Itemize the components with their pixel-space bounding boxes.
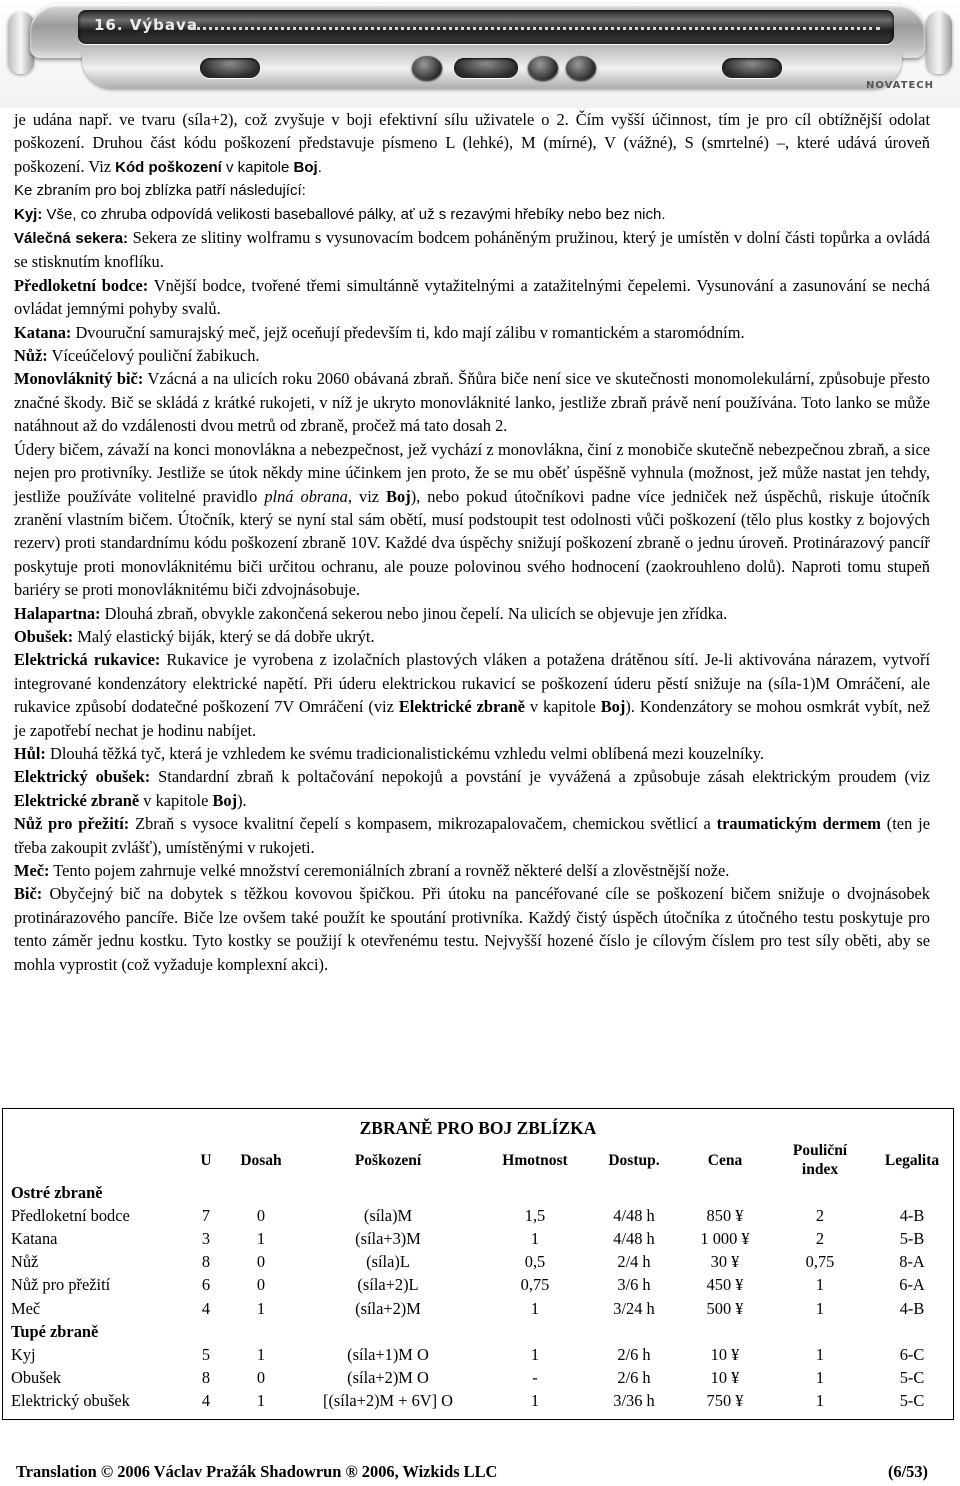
text: ). bbox=[237, 790, 247, 810]
entry-title: Předloketní bodce: bbox=[14, 275, 149, 295]
col-header: Hmotnost bbox=[502, 1151, 568, 1169]
title-dots bbox=[190, 27, 880, 30]
entry-title: Monovláknitý bič: bbox=[14, 369, 144, 389]
ref-bold: Elektrické zbraně bbox=[398, 697, 525, 717]
entry-bic bbox=[14, 882, 930, 976]
weapon-name: Kyj bbox=[11, 1344, 36, 1364]
table-cell: 1 bbox=[530, 1391, 540, 1411]
table-cell: 4-B bbox=[899, 1205, 925, 1225]
right-wing bbox=[926, 12, 952, 74]
ref-bold: Boj bbox=[293, 158, 318, 176]
entry-text: Dlouhá těžká tyč, která je vzhledem ke svému tradicionalistickému vzhledu velmi oblíbená mezi kouzelníky. bbox=[45, 743, 764, 763]
table-cell: 1 bbox=[256, 1228, 266, 1248]
entry-monobic bbox=[14, 367, 930, 437]
entry-title: Bič: bbox=[14, 884, 43, 904]
table-cell: 750 ¥ bbox=[706, 1391, 744, 1411]
table-cell: 0 bbox=[256, 1252, 266, 1272]
table-cell: 6-A bbox=[899, 1275, 925, 1295]
col-header: Pouliční index bbox=[792, 1142, 848, 1178]
ref-bold: Boj bbox=[212, 790, 238, 810]
table-cell: 10 ¥ bbox=[710, 1368, 740, 1388]
table-header-row bbox=[3, 1139, 953, 1181]
entry-title: Elektrická rukavice: bbox=[14, 650, 161, 670]
text: (ten je třeba zakoupit zvlášť), umístěnými v rukojeti. bbox=[14, 814, 930, 857]
device-control-panel bbox=[82, 52, 902, 88]
control-pill-left bbox=[200, 58, 260, 78]
table-cell: 5-C bbox=[899, 1368, 925, 1388]
entry-kyj bbox=[14, 203, 930, 226]
table-cell: 0 bbox=[256, 1368, 266, 1388]
table-cell: 2/6 h bbox=[617, 1368, 651, 1388]
text: Údery bičem, závaží na konci monovlákna a nebezpečnost, jež vychází z monovlákna, činí z monobiče skutečně nebezpečnou zbraň, a sice nejen pro protivníky. Jestliže se útok někdy mine účinkem jen proto, že se mu oběť úspěšně vyhnula (možnost, jež může nastat jen tehdy, jestliže používáte volitelné pravidlo bbox=[14, 439, 930, 506]
weapon-name: Meč bbox=[11, 1298, 41, 1318]
weapon-name: Nůž pro přežití bbox=[11, 1275, 111, 1295]
control-pill-right bbox=[722, 58, 782, 78]
entry-title: Obušek: bbox=[14, 626, 74, 646]
table-row bbox=[3, 1227, 953, 1250]
entry-title: Meč: bbox=[14, 861, 50, 880]
entry-title: Nůž: bbox=[14, 346, 48, 366]
entry-text: Vzácná a na ulicích roku 2060 obávaná zbraň. Šňůra biče není sice ve skutečnosti monomolekulární, způsobuje přesto značné škody. Bič se skládá z krátké rukojeti, v níž je ukryto monovláknité lanko, jestliže zbraň právě není používána. Toto lanko se může natáhnout až do vzdálenosti dvou metrů od zbraně, pročež má tato dosah 2. bbox=[14, 369, 930, 436]
table-cell: 3/6 h bbox=[617, 1275, 651, 1295]
weapon-name: Nůž bbox=[11, 1252, 39, 1272]
col-header: Legalita bbox=[884, 1151, 940, 1169]
entry-title: Halapartna: bbox=[14, 603, 101, 623]
paragraph-lead: Ke zbraním pro boj zblízka patří následující: bbox=[14, 182, 306, 200]
entry-text: Rukavice je vyrobena z izolačních plastových vláken a potažena drátěnou sítí. Je-li aktivována nárazem, vytvoří integrované kondenzátory elektrické napětí. Při úderu elektrickou rukavicí se poškození úderu pěstí snižuje na (síla-1)M Omráčení, ale rukavice způsobí dodatečné poškození 7V Omráčení (viz bbox=[14, 650, 931, 717]
table-row bbox=[3, 1204, 953, 1227]
entry-text: Víceúčelový pouliční žabikuch. bbox=[47, 346, 260, 366]
table-cell: 1 bbox=[815, 1391, 825, 1411]
table-cell: 5 bbox=[201, 1344, 211, 1364]
entry-text: Vše, co zhruba odpovídá velikosti baseballové pálky, ať už s rezavými hřebíky nebo bez nich. bbox=[42, 205, 666, 223]
table-title: ZBRANĚ PRO BOJ ZBLÍZKA bbox=[359, 1117, 597, 1138]
entry-text: Dvouruční samurajský meč, jejž oceňují především ti, kdo mají zálibu v romantickém a staromódním. bbox=[71, 322, 745, 342]
text: v kapitole bbox=[524, 697, 601, 717]
entry-text: Dlouhá zbraň, obvykle zakončená sekerou nebo jinou čepelí. Na ulicích se objevuje jen zřídka. bbox=[100, 603, 728, 623]
control-knob-3 bbox=[566, 56, 596, 80]
table-cell: 8 bbox=[201, 1368, 211, 1388]
text: v kapitole bbox=[221, 158, 294, 176]
table-cell: 4/48 h bbox=[613, 1228, 655, 1248]
col-header: Cena bbox=[707, 1151, 743, 1169]
entry-text: Malý elastický biják, který se dá dobře ukrýt. bbox=[73, 626, 375, 646]
control-knob-1 bbox=[412, 56, 442, 80]
entry-sekera bbox=[14, 226, 930, 274]
table-cell: 6-C bbox=[899, 1344, 925, 1364]
table-cell: 1 bbox=[530, 1344, 540, 1364]
table-cell: 5-B bbox=[899, 1228, 925, 1248]
table-cell: 850 ¥ bbox=[706, 1205, 744, 1225]
ref-bold: traumatickým dermem bbox=[716, 814, 881, 834]
table-cell: 1 bbox=[256, 1298, 266, 1318]
entry-bodce bbox=[14, 274, 930, 321]
table-cell: 0,5 bbox=[524, 1252, 546, 1272]
weapon-name: Katana bbox=[11, 1228, 58, 1248]
entry-title: Hůl: bbox=[14, 743, 46, 763]
entry-text: Vnější bodce, tvořené třemi simultánně vytažitelnými a zatažitelnými čepelemi. Vysunování a zasunování se nechá ovládat jemnými pohyby svalů. bbox=[14, 275, 930, 319]
page-number: (6/53) bbox=[887, 1462, 928, 1481]
table-cell: 1,5 bbox=[524, 1205, 546, 1225]
entry-hul bbox=[14, 742, 930, 765]
table-cell: 1 000 ¥ bbox=[700, 1228, 750, 1248]
italic-term: plná obrana bbox=[264, 486, 348, 506]
entry-title: Kyj: bbox=[14, 205, 43, 223]
table-cell: 10 ¥ bbox=[710, 1344, 740, 1364]
table-cell: (síla+2)L bbox=[357, 1275, 419, 1295]
entry-obusek bbox=[14, 625, 930, 648]
article-body bbox=[14, 108, 930, 976]
table-cell: 450 ¥ bbox=[706, 1275, 744, 1295]
col-header: Poškození bbox=[354, 1151, 422, 1169]
table-cell: 1 bbox=[815, 1368, 825, 1388]
table-cell: 1 bbox=[530, 1298, 540, 1318]
weapons-table bbox=[2, 1108, 954, 1420]
table-cell: 5-C bbox=[899, 1391, 925, 1411]
table-row bbox=[3, 1390, 953, 1413]
entry-title: Elektrický obušek: bbox=[14, 767, 151, 787]
table-cell: 2/4 h bbox=[617, 1252, 651, 1272]
entry-title: Katana: bbox=[14, 322, 72, 342]
entry-title: Válečná sekera: bbox=[14, 230, 128, 248]
table-cell: 0,75 bbox=[805, 1252, 835, 1272]
control-pill-center bbox=[454, 58, 518, 78]
table-cell: 8-A bbox=[899, 1252, 925, 1272]
ref-bold: Elektrické zbraně bbox=[14, 790, 140, 810]
control-knob-2 bbox=[528, 56, 558, 80]
category-tupe: Tupé zbraně bbox=[11, 1321, 99, 1341]
text: je udána např. ve tvaru (síla+2), což zvyšuje v boji efektivní sílu uživatele o 2. Čím vyšší účinnost, tím je pro cíl obtížnější odolat poškození. Druhou část kódu poškození představuje písmeno L (lehké), M (mírné), V (vážné), S (smrtelné) –, které udává úroveň poškození. Viz bbox=[14, 110, 930, 176]
entry-nuz-pro-preziti bbox=[14, 812, 930, 859]
entry-title: Nůž pro přežití: bbox=[14, 814, 130, 834]
page-header bbox=[0, 0, 960, 108]
brand-logo: NOVATECH bbox=[866, 80, 934, 91]
table-cell: 1 bbox=[815, 1275, 825, 1295]
table-cell: 2 bbox=[815, 1228, 825, 1248]
table-cell: 3/36 h bbox=[613, 1391, 655, 1411]
paragraph-intro bbox=[14, 108, 930, 179]
table-row bbox=[3, 1274, 953, 1297]
table-cell: [(síla+2)M + 6V] O bbox=[322, 1391, 453, 1411]
table-cell: 1 bbox=[815, 1298, 825, 1318]
table-row bbox=[3, 1297, 953, 1320]
table-cell: 4 bbox=[201, 1298, 211, 1318]
page-footer bbox=[16, 1462, 928, 1482]
entry-rukavice bbox=[14, 648, 930, 742]
text: v kapitole bbox=[139, 790, 213, 810]
text: . bbox=[317, 158, 322, 176]
table-cell: 8 bbox=[201, 1252, 211, 1272]
table-cell: - bbox=[532, 1368, 538, 1388]
table-cell: 1 bbox=[815, 1344, 825, 1364]
text: ), nebo pokud útočníkovi padne více jedniček než úspěchů, riskuje útočník zranění vlastním bičem. Útočník, který se nyní stal sám obětí, musí podstoupit test odolnosti vůči poškození (tělo plus kostky z bojových rezerv) proti standardnímu kódu poškození zbraně 10V. Každé dva úspěchy snižují poškození zbraně o jednu úroveň. Protinárazový pancíř poskytuje proti monovláknitému biči určitou ochranu, ale pouze polovinou svého hodnocení (zaokrouhleno dolů). Naproti tomu stupeň bariéry se proti monovláknitému biči zdvojnásobuje. bbox=[14, 486, 931, 600]
title-strip bbox=[78, 10, 894, 44]
text: , viz bbox=[347, 486, 387, 506]
table-row bbox=[3, 1367, 953, 1390]
weapon-name: Elektrický obušek bbox=[11, 1391, 130, 1411]
table-cell: (síla+2)M O bbox=[347, 1368, 429, 1388]
table-row bbox=[3, 1251, 953, 1274]
entry-text: Sekera ze slitiny wolframu s vysunovacím bodcem poháněným pružinou, který je umístěn v dolní části topůrka a ovládá se stisknutím knoflíku. bbox=[14, 228, 930, 272]
table-cell: 2 bbox=[815, 1205, 825, 1225]
table-cell: (síla)L bbox=[366, 1252, 410, 1272]
table-cell: 7 bbox=[201, 1205, 211, 1225]
table-cell: 4 bbox=[201, 1391, 211, 1411]
entry-halapartna bbox=[14, 602, 930, 625]
ref-bold: Boj bbox=[386, 486, 411, 506]
col-header: U bbox=[200, 1151, 212, 1169]
table-cell: (síla+1)M O bbox=[347, 1344, 429, 1364]
table-cell: 6 bbox=[201, 1275, 211, 1295]
col-header: Dosah bbox=[240, 1151, 282, 1169]
footer-credits: Translation © 2006 Václav Pražák Shadowrun ® 2006, Wizkids LLC bbox=[16, 1462, 498, 1481]
table-cell: 0 bbox=[256, 1205, 266, 1225]
entry-text: Standardní zbraň k poltačování nepokojů a povstání je vyvážená a způsobuje zásah elektrickým proudem (viz bbox=[150, 767, 930, 787]
col-header: Dostup. bbox=[608, 1151, 660, 1169]
table-row bbox=[3, 1343, 953, 1366]
table-cell: 1 bbox=[530, 1228, 540, 1248]
text: ). Kondenzátory se mohou osmkrát vybít, než je zapotřebí nechat je hodinu nabíjet. bbox=[14, 697, 930, 740]
table-cell: 4-B bbox=[899, 1298, 925, 1318]
entry-text: Obyčejný bič na dobytek s těžkou kovovou špičkou. Při útoku na pancéřované cíle se poškození bičem snižuje o dvojnásobek protinárazového pancíře. Biče lze ovšem také použít ke spoutání protivníka. Každý čistý úspěch útočníka z útočného testu poskytuje pro tento záměr jednu kostku. Tyto kostky se použijí k otevřenému testu. Nejvyšší hozené číslo je cílovým číslem pro test síly oběti, aby se mohla vyprostit (což vyžaduje komplexní akci). bbox=[14, 884, 930, 974]
table-cell: (síla+3)M bbox=[355, 1228, 421, 1248]
col-header bbox=[3, 1139, 183, 1181]
table-cell: 3 bbox=[201, 1228, 211, 1248]
category-ostre: Ostré zbraně bbox=[11, 1182, 103, 1202]
entry-elektricky-obusek bbox=[14, 765, 930, 812]
entry-udery bbox=[14, 438, 930, 602]
ref-bold: Boj bbox=[600, 697, 626, 717]
table-cell: (síla+2)M bbox=[355, 1298, 421, 1318]
table-cell: 30 ¥ bbox=[710, 1252, 740, 1272]
entry-text: Zbraň s vysoce kvalitní čepelí s kompasem, mikrozapalovačem, chemickou světlicí a bbox=[129, 814, 717, 834]
entry-katana bbox=[14, 321, 930, 344]
table-cell: 4/48 h bbox=[613, 1205, 655, 1225]
entry-nuz bbox=[14, 344, 930, 367]
table-cell: 1 bbox=[256, 1344, 266, 1364]
table-cell: (síla)M bbox=[363, 1205, 413, 1225]
table-cell: 3/24 h bbox=[613, 1298, 655, 1318]
entry-text: Tento pojem zahrnuje velké množství ceremoniálních zbraní a rovněž některé delší a zlověstnější nože. bbox=[49, 861, 730, 880]
chapter-title: 16. Výbava bbox=[94, 16, 198, 34]
entry-mec bbox=[14, 859, 930, 882]
ref-bold: Kód poškození bbox=[115, 158, 222, 176]
table-cell: 0 bbox=[256, 1275, 266, 1295]
weapon-name: Obušek bbox=[11, 1368, 62, 1388]
table-cell: 2/6 h bbox=[617, 1344, 651, 1364]
weapon-name: Předloketní bodce bbox=[11, 1205, 130, 1225]
table-cell: 1 bbox=[256, 1391, 266, 1411]
table-cell: 0,75 bbox=[520, 1275, 550, 1295]
table-cell: 500 ¥ bbox=[706, 1298, 744, 1318]
